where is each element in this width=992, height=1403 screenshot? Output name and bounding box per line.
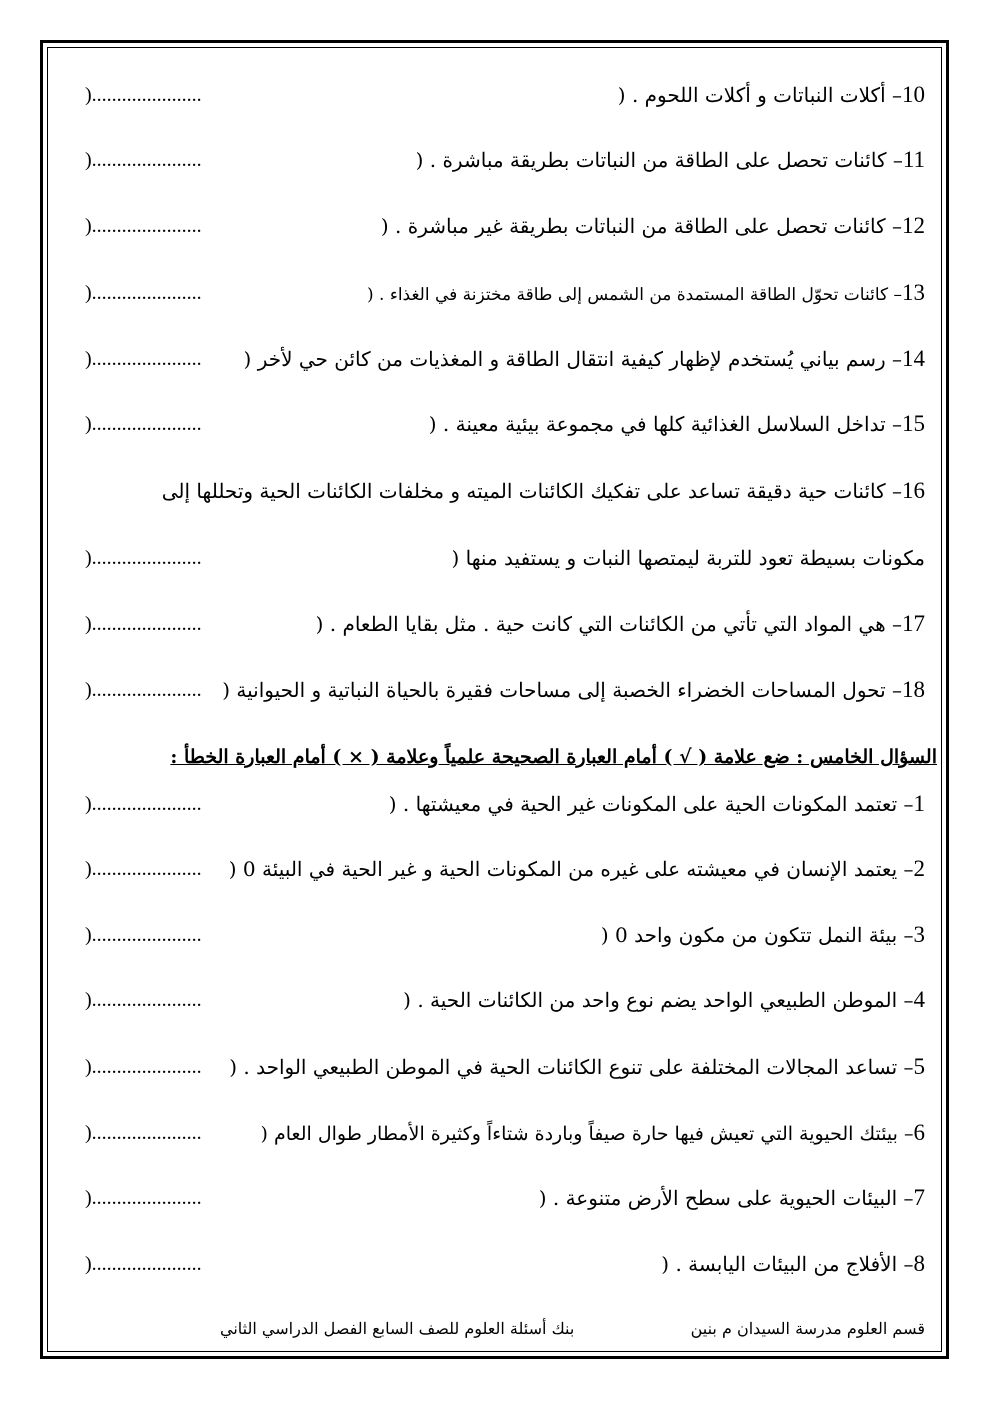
question-number: 10: [902, 82, 925, 107]
answer-blank[interactable]: )......................: [85, 348, 202, 370]
statement-text: – البيئات الحيوية على سطح الأرض متنوعة . (: [538, 1186, 914, 1210]
answer-blank[interactable]: )......................: [85, 149, 202, 171]
question-number: 17: [902, 611, 925, 636]
question-text: – تحول المساحات الخضراء الخصبة إلى مساحات فقيرة بالحياة النباتية و الحيوانية (: [222, 678, 902, 702]
answer-blank[interactable]: )......................: [85, 282, 202, 304]
question-text: – كائنات تحصل على الطاقة من النباتات بطريقة غير مباشرة . (: [380, 214, 902, 238]
question-text: – كائنات تحصل على الطاقة من النباتات بطريقة مباشرة . (: [415, 148, 903, 172]
statement-text: – يعتمد الإنسان في معيشته على غيره من المكونات الحية و غير الحية في البيئة 0 (: [228, 857, 914, 881]
question-text: – كائنات تحوّل الطاقة المستمدة من الشمس إلى طاقة مختزنة في الغذاء . (: [366, 285, 902, 305]
question-16-continuation: [85, 538, 925, 578]
question-text: – أكلات النباتات و أكلات اللحوم . (: [617, 83, 902, 107]
statement-text: – بيئتك الحيوية التي تعيش فيها حارة صيفاً وباردة شتاءاً وكثيرة الأمطار طوال العام (: [260, 1123, 914, 1145]
answer-blank[interactable]: )......................: [85, 84, 202, 106]
statement-5: [85, 1047, 925, 1087]
statement-text: – تساعد المجالات المختلفة على تنوع الكائنات الحية في الموطن الطبيعي الواحد . (: [229, 1055, 914, 1079]
question-17: [85, 604, 925, 644]
statement-number: 7: [913, 1185, 925, 1210]
question-18: [85, 670, 925, 710]
section-5-heading: [75, 737, 937, 777]
question-number: 18: [902, 677, 925, 702]
footer-department: قسم العلوم مدرسة السيدان م بنين: [690, 1319, 925, 1338]
question-text: – تداخل السلاسل الغذائية كلها في مجموعة بيئية معينة . (: [428, 412, 902, 436]
statement-4: [85, 980, 925, 1020]
question-number: 14: [902, 346, 925, 371]
answer-blank[interactable]: )......................: [85, 613, 202, 635]
question-14: [85, 339, 925, 379]
statement-1: [85, 784, 925, 824]
question-text: – رسم بياني يُستخدم لإظهار كيفية انتقال الطاقة و المغذيات من كائن حي لأخر (: [243, 347, 902, 371]
answer-blank[interactable]: )......................: [85, 215, 202, 237]
statement-text: – الموطن الطبيعي الواحد يضم نوع واحد من الكائنات الحية . (: [403, 988, 914, 1012]
footer-question-bank: بنك أسئلة العلوم للصف السابع الفصل الدراسي الثاني: [220, 1319, 575, 1338]
question-text: – هي المواد التي تأتي من الكائنات التي كانت حية . مثل بقايا الطعام . (: [315, 612, 902, 636]
statement-number: 3: [913, 922, 925, 947]
answer-blank[interactable]: )......................: [85, 547, 202, 569]
statement-number: 8: [913, 1251, 925, 1276]
question-number: 11: [902, 147, 925, 172]
question-11: [85, 140, 925, 180]
question-12: [85, 206, 925, 246]
statement-number: 1: [913, 791, 925, 816]
statement-number: 4: [913, 987, 925, 1012]
question-16: [85, 471, 925, 511]
answer-blank[interactable]: )......................: [85, 1056, 202, 1078]
answer-blank[interactable]: )......................: [85, 858, 202, 880]
statement-7: [85, 1178, 925, 1218]
answer-blank[interactable]: )......................: [85, 924, 202, 946]
answer-blank[interactable]: )......................: [85, 793, 202, 815]
page-footer: [200, 1313, 925, 1345]
question-number: 16: [902, 478, 925, 503]
statement-number: 5: [913, 1054, 925, 1079]
statement-6: [85, 1113, 925, 1153]
question-text-line2: مكونات بسيطة تعود للتربة ليمتصها النبات و يستفيد منها (: [451, 546, 925, 570]
section-5-heading-text: السؤال الخامس : ضع علامة ( √ ) أمام العبارة الصحيحة علمياً وعلامة ( × ) أمام العبارة الخطأ :: [170, 746, 937, 768]
question-number: 15: [902, 411, 925, 436]
question-10: [85, 75, 925, 115]
answer-blank[interactable]: )......................: [85, 1187, 202, 1209]
answer-blank[interactable]: )......................: [85, 1122, 202, 1144]
answer-blank[interactable]: )......................: [85, 679, 202, 701]
question-13: [85, 273, 925, 313]
answer-blank[interactable]: )......................: [85, 1253, 202, 1275]
statement-number: 2: [913, 856, 925, 881]
statement-text: – الأفلاج من البيئات اليابسة . (: [661, 1252, 914, 1276]
statement-3: [85, 915, 925, 955]
statement-2: [85, 849, 925, 889]
statement-text: – تعتمد المكونات الحية على المكونات غير الحية في معيشتها . (: [388, 792, 914, 816]
answer-blank[interactable]: )......................: [85, 413, 202, 435]
question-number: 12: [902, 213, 925, 238]
answer-blank[interactable]: )......................: [85, 989, 202, 1011]
statement-number: 6: [913, 1120, 925, 1145]
statement-text: – بيئة النمل تتكون من مكون واحد 0 (: [600, 923, 914, 947]
question-15: [85, 404, 925, 444]
statement-8: [85, 1244, 925, 1284]
question-number: 13: [902, 280, 925, 305]
question-text: – كائنات حية دقيقة تساعد على تفكيك الكائنات الميته و مخلفات الكائنات الحية وتحللها إلى: [161, 479, 902, 503]
